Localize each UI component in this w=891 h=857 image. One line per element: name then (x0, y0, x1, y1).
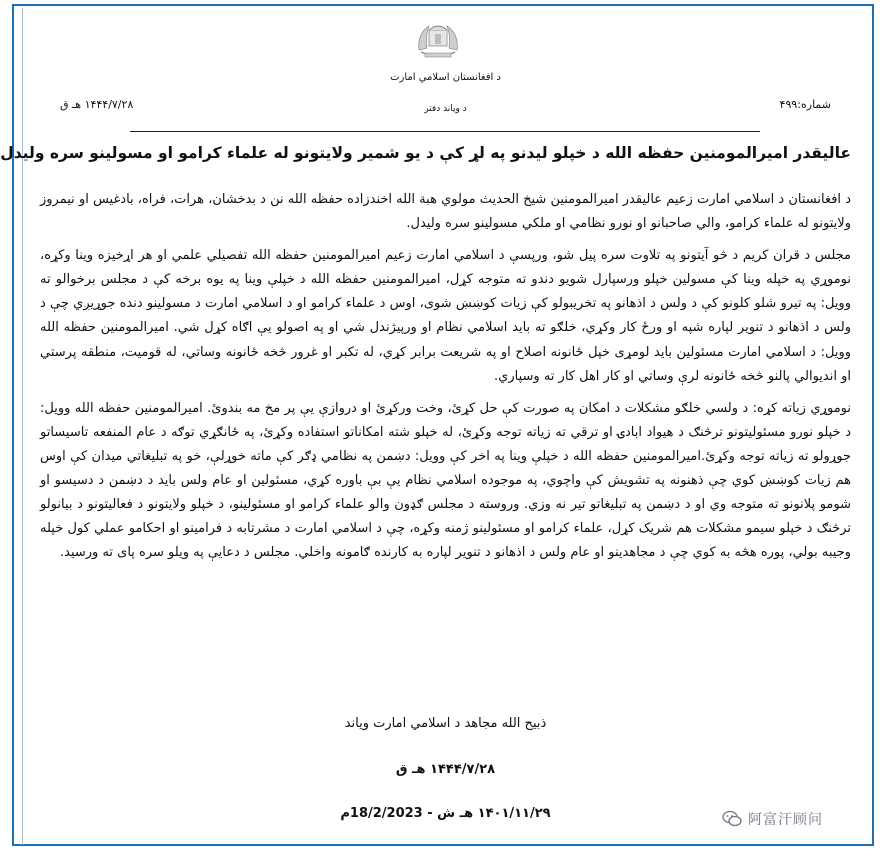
document-meta-row (60, 98, 831, 114)
signature-date-hijri: ۱۴۴۴/۷/۲۸ هـ ق (395, 762, 496, 777)
document-title: عالیقدر امیرالمومنین حفظه الله د خپلو لیدنو په لړ کې د یو شمیر ولایتونو له علماء کرامو او مسولینو سره ولیدل (0, 144, 851, 162)
divider (130, 131, 760, 132)
document-number: شماره:۴۹۹ (779, 98, 831, 111)
signature-name: ذبیح الله مجاهد د اسلامي امارت ویاند (344, 716, 547, 731)
wechat-icon (722, 810, 742, 828)
document-date: ۱۴۴۴/۷/۲۸ هـ ق (60, 98, 134, 111)
paragraph: نوموړي زیاته کړه: د ولسي خلګو مشکلات د امکان په صورت کې حل کړئ، وخت ورکړئ او دروازې یې پر مخ مه بندوئ. امیرالمومنین حفظه الله وویل: د خپلو نورو مسئولیتونو ترڅنګ د هیواد ابادۍ او ترقي ته زیاته توجه وکړئ، له خپلو شته امکاناتو استفاده وکړئ، په ځانګړي توګه د عام المنفعه تاسیساتو جوړولو ته زیاته توجه وکړئ.امیرالمومنین حفظه الله د خپلې وینا په اخر کې وویل: دښمن په نظامي ډګر کې ماته خوړلې، خو په تبلیغاتي میدان کې اوس هم زیات کوښښ کوي چې ذهنونه په تشویش کې واچوي، په موجوده اسلامي نظام یې بې باوره کړي، مسئولین او عام ولس باید د دښمن د دسیسو او شومو پلانونو ته متوجه وي او د دښمن په تبلیغاتو تیر نه وزي. وروسته د مجلس ګډون والو علماء کرامو او مسئولینو، د خپلو ولایتونو د فعالیتونو د بیانولو ترڅنګ د خپلو سیمو مشکلات هم شریک کړل، علماء کرامو او مسئولینو ژمنه وکړه، چې د اسلامي امارت د مشرتابه د فرامینو او احکامو عملي کول خپله وجیبه بولي، پوره هڅه به کوي چې د مجاهدینو او عام ولس د اذهانو د تنویر لپاره به کارنده ګامونه واخلي. مجلس د دعایې په ویلو سره پای ته ورسید. (40, 400, 851, 561)
office-name: د ویاند دفتر (424, 104, 467, 114)
paragraph: د افغانستان د اسلامي امارت زعیم عالیقدر امیرالمومنین شیخ الحدیث مولوي هبة الله اخندزاده حفظه الله نن د بدخشان، هرات، فراه، بادغیس او نیمروز ولایتونو له علماء کرامو، والي صاحبانو او نورو نظامي او ملکي مسولینو سره ولیدل. (40, 192, 851, 232)
document-body (40, 188, 851, 573)
emblem-icon (415, 20, 461, 60)
watermark-text: 阿富汗顾问 (748, 812, 823, 828)
signature-date-combined: ۱۴۰۱/۱۱/۲۹ هـ ش - 18/2/2023م (340, 806, 551, 821)
organization-name: د افغانستان اسلامي امارت (390, 72, 501, 83)
watermark (722, 808, 823, 830)
paragraph: مجلس د قران کریم د څو آیتونو په تلاوت سره پیل شو، ورپسې د اسلامي امارت زعیم امیرالمومنین حفظه الله تفصیلي علمي او هر اړخیزه وینا وکړه، نوموړي په خپله وینا کې مسولین خپلو ورسپارل شویو دندو ته متوجه کړل، امیرالمومنین حفظه الله د خپلې وینا په یوه برخه کې د مجلس برخوالو ته وویل: په تیرو شلو کلونو کې د ولس د اذهانو په تخریبولو کې زیات کوښښ شوی، اوس د علماء کرامو او د اسلامي امارت د مسولینو دنده جوړیږي چې د ولس د اذهانو د تنویر لپاره شپه او ورځ کار وکړي، خلګو ته باید اسلامي نظام او ورپیژندل شي او په اصولو یې اګاه کړل شي. امیرالمومنین حفظه الله وویل: د اسلامي امارت مسئولین باید لومړی خپل ځانونه اصلاح او په شریعت برابر کړي، له تکبر او غرور څخه ځانونه وساتي، له قومیت، منطقه پرستي او اندیوالي پالنو څخه ځانونه لرې وساتي او کار اهل کار ته وسپاري. (40, 248, 851, 384)
